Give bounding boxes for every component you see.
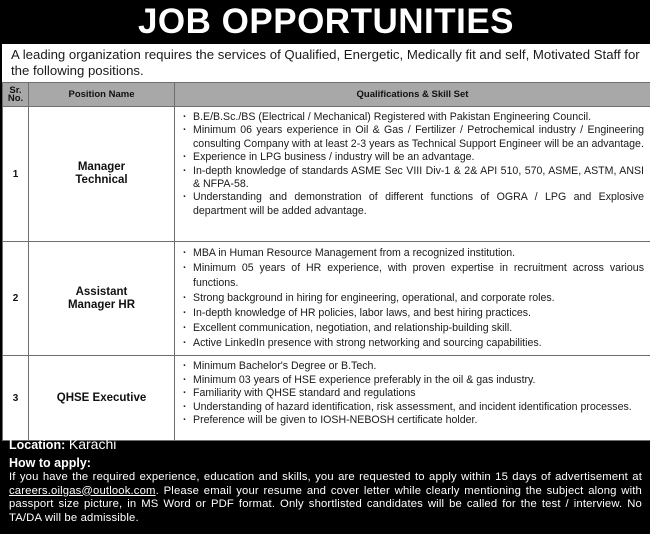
qualification-item: · B.E/B.Sc./BS (Electrical / Mechanical) Registered with Pakistan Engineering Council. xyxy=(183,111,644,124)
sr-label-line2: No. xyxy=(7,92,24,104)
qualifications-cell xyxy=(175,242,650,356)
position-name-line1: QHSE Executive xyxy=(56,391,147,404)
qualification-item: · Active LinkedIn presence with strong networking and sourcing capabilities. xyxy=(183,336,644,351)
position-name-line1: Assistant xyxy=(75,285,128,298)
location xyxy=(9,435,642,454)
how-to-apply-heading: How to apply: xyxy=(9,456,91,470)
apply-text-part1: If you have the required experience, education and skills, you are requested to apply within 15 days of advertisement at xyxy=(9,471,642,483)
qualification-item: · Preference will be given to IOSH-NEBOSH certificate holder. xyxy=(183,414,644,428)
qualification-item: · Minimum 06 years experience in Oil & Gas / Fertilizer / Petrochemical industry / Engineering consulting Company with at least 2-3 years as Technical Support Engineer will be an advantage. xyxy=(183,124,644,151)
column-header-sr-no xyxy=(3,83,29,107)
position-name xyxy=(29,242,175,356)
qualification-item: · Understanding of hazard identification, risk assessment, and incident identification processes. xyxy=(183,401,644,415)
sr-number: 2 xyxy=(3,242,29,356)
qualifications-list xyxy=(183,246,644,350)
qualification-item: · Excellent communication, negotiation, and relationship-building skill. xyxy=(183,321,644,336)
apply-instructions xyxy=(9,471,642,525)
qualification-item: · In-depth knowledge of standards ASME Sec VIII Div-1 & 2& API 510, 570, ASME, ASTM, ANSI & NFPA-58. xyxy=(183,165,644,192)
qualification-item: · In-depth knowledge of HR policies, labor laws, and best hiring practices. xyxy=(183,306,644,321)
positions-table xyxy=(2,82,650,441)
qualification-item: · Minimum 05 years of HR experience, with proven expertise in recruitment across various functions. xyxy=(183,261,644,290)
sr-number: 3 xyxy=(3,356,29,441)
qualification-item: · Experience in LPG business / industry will be an advantage. xyxy=(183,151,644,164)
footer-section xyxy=(2,426,650,534)
position-name-line2: Technical xyxy=(75,174,128,186)
position-name xyxy=(29,107,175,242)
sr-label-line1: Sr. xyxy=(9,84,22,96)
column-header-qualifications: Qualifications & Skill Set xyxy=(175,83,650,107)
qualifications-list xyxy=(183,360,644,428)
qualifications-list xyxy=(183,111,644,218)
email-link[interactable]: careers.oilgas@outlook.com xyxy=(9,484,156,497)
qualification-item: · Understanding and demonstration of different functions of OGRA / LPG and Explosive department will be added advantage. xyxy=(183,191,644,218)
intro-text: A leading organization requires the services of Qualified, Energetic, Medically fit and self, Motivated Staff for the following positions. xyxy=(2,44,650,82)
table-row xyxy=(3,107,650,242)
location-value: Karachi xyxy=(68,436,117,452)
page-title: JOB OPPORTUNITIES xyxy=(137,2,515,41)
qualification-item: · Strong background in hiring for engineering, operational, and corporate roles. xyxy=(183,291,644,306)
qualification-item: · Familiarity with QHSE standard and regulations xyxy=(183,387,644,401)
column-header-position: Position Name xyxy=(29,83,175,107)
qualification-item: · Minimum 03 years of HSE experience preferably in the oil & gas industry. xyxy=(183,374,644,388)
table-row xyxy=(3,242,650,356)
qualifications-cell xyxy=(175,107,650,242)
apply-text-part2: . Please email your resume and cover letter while clearly mentioning the subject along with passport size picture, in MS Word or PDF format. Only shortlisted candidates will be called for the test / interview. No TA/DA will be admissible. xyxy=(9,484,642,524)
location-label: Location: xyxy=(9,438,66,452)
table-header-row xyxy=(3,83,650,107)
position-name-line1: Manager xyxy=(77,161,126,173)
sr-number: 1 xyxy=(3,107,29,242)
qualification-item: · MBA in Human Resource Management from a recognized institution. xyxy=(183,246,644,261)
qualification-item: · Minimum Bachelor's Degree or B.Tech. xyxy=(183,360,644,374)
position-name-line2: Manager HR xyxy=(67,298,136,311)
